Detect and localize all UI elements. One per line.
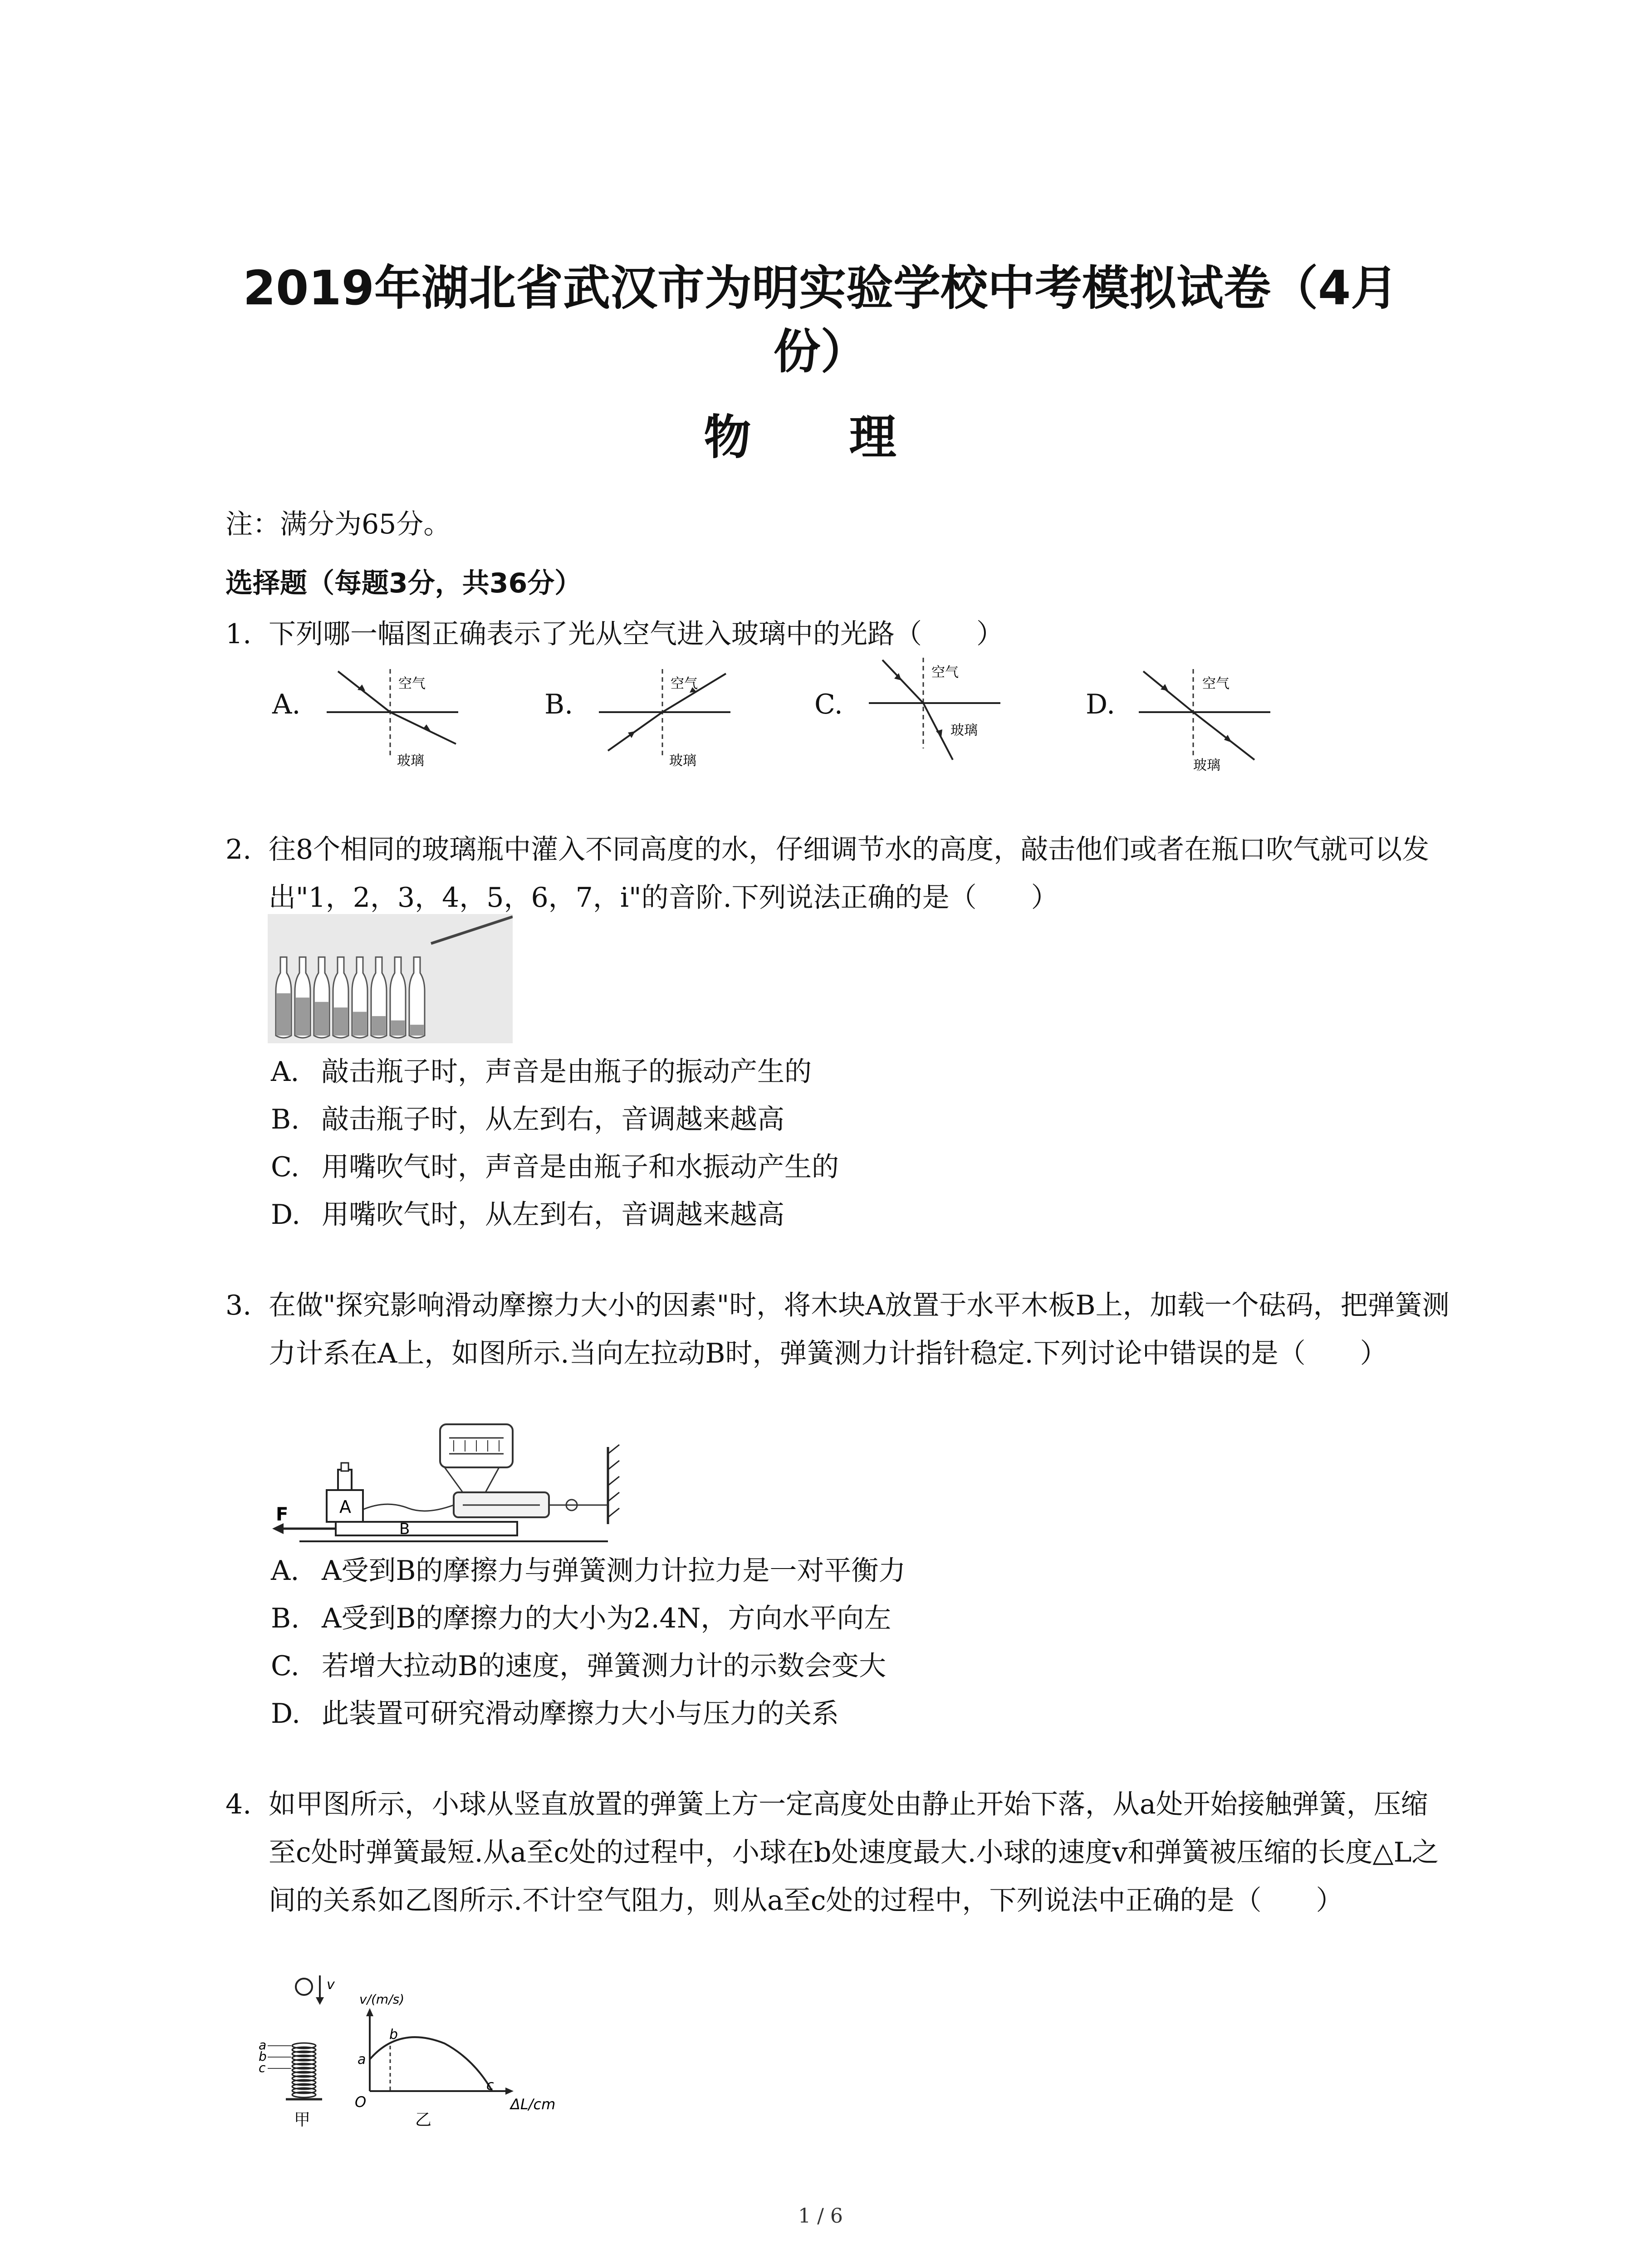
- label-air: 空气: [931, 665, 959, 680]
- question-3: [225, 1281, 1450, 1378]
- question-number: 3.: [225, 1290, 252, 1321]
- x-axis-label: ΔL/cm: [510, 2096, 556, 2113]
- label-glass: 玻璃: [669, 753, 696, 769]
- question-stem: 下列哪一幅图正确表示了光从空气进入玻璃中的光路（ ）: [269, 618, 1004, 650]
- question-stem: 往8个相同的玻璃瓶中灌入不同高度的水，仔细调节水的高度，敲击他们或者在瓶口吹气就可以发出"1，2，3，4，5，6，7，i"的音阶.下列说法正确的是（ ）: [269, 834, 1430, 914]
- bottle-water: [410, 1025, 424, 1036]
- bottle-water: [315, 1002, 328, 1036]
- label-glass: 玻璃: [950, 723, 978, 738]
- q1-option-b-label: B.: [544, 689, 573, 720]
- title-line-1: 2019年湖北省武汉市为明实验学校中考模拟试卷（4月: [243, 260, 1398, 316]
- spring-mark-b: b: [259, 2049, 267, 2064]
- q1-figure-d: [1130, 665, 1279, 773]
- block-a-label: A: [339, 1497, 351, 1517]
- caption-yi: 乙: [415, 2111, 432, 2129]
- score-note: 注：满分为65分。: [225, 508, 451, 540]
- question-number: 1.: [225, 618, 252, 650]
- q1-option-d-label: D.: [1086, 689, 1116, 720]
- q2-bottles-figure: [268, 914, 513, 1043]
- spring-mark-c: c: [259, 2060, 266, 2075]
- question-number: 4.: [225, 1789, 252, 1820]
- q3-option-d: D. 此装置可研究滑动摩擦力大小与压力的关系: [271, 1698, 839, 1730]
- subject-heading: 物 理: [704, 410, 937, 465]
- q2-option-b: B. 敲击瓶子时，从左到右，音调越来越高: [271, 1104, 784, 1135]
- q1-figure-a: [318, 665, 467, 769]
- q3-option-c: C. 若增大拉动B的速度，弹簧测力计的示数会变大: [271, 1650, 887, 1682]
- section-title: 选择题（每题3分，共36分）: [225, 567, 582, 599]
- bottle-water: [353, 1012, 367, 1036]
- bottle-water: [296, 997, 309, 1036]
- q1-option-a-label: A.: [272, 689, 301, 720]
- q2-option-a: A. 敲击瓶子时，声音是由瓶子的振动产生的: [271, 1056, 812, 1088]
- bottle-water: [277, 993, 290, 1036]
- q1-option-c-label: C.: [814, 689, 843, 720]
- bottle-water: [391, 1021, 405, 1036]
- y-axis-label: v/(m/s): [359, 1992, 405, 2007]
- curve-point-b: b: [389, 2027, 398, 2043]
- question-1: [225, 610, 1450, 658]
- q3-option-a: A. A受到B的摩擦力与弹簧测力计拉力是一对平衡力: [271, 1555, 906, 1587]
- q1-figure-c: [860, 653, 1009, 771]
- caption-jia: 甲: [294, 2111, 311, 2129]
- origin-label: O: [355, 2093, 367, 2111]
- question-number: 2.: [225, 834, 252, 865]
- label-air: 空气: [398, 676, 426, 692]
- page-number: 1 / 6: [798, 2204, 843, 2228]
- question-stem: 在做"探究影响滑动摩擦力大小的因素"时，将木块A放置于水平木板B上，加载一个砝码，把弹簧测力计系在A上，如图所示.当向左拉动B时，弹簧测力计指针稳定.下列讨论中错误的是（ ）: [269, 1290, 1450, 1369]
- curve-point-c: c: [486, 2077, 494, 2093]
- question-4: [225, 1780, 1450, 1925]
- q2-option-c: C. 用嘴吹气时，声音是由瓶子和水振动产生的: [271, 1151, 839, 1183]
- q3-friction-figure: [272, 1420, 626, 1542]
- q2-option-d: D. 用嘴吹气时，从左到右，音调越来越高: [271, 1199, 784, 1231]
- q4-spring-velocity-figure: [254, 1971, 581, 2134]
- exam-title: [136, 256, 1505, 383]
- bottle-water: [372, 1016, 386, 1036]
- question-2: [225, 826, 1450, 922]
- label-air: 空气: [671, 676, 698, 692]
- label-glass: 玻璃: [1193, 758, 1220, 773]
- q1-figure-b: [590, 665, 740, 769]
- label-air: 空气: [1202, 676, 1230, 692]
- q3-option-b: B. A受到B的摩擦力的大小为2.4N，方向水平向左: [271, 1603, 892, 1634]
- v-arrow-label: v: [327, 1977, 335, 1993]
- bottle-water: [334, 1007, 348, 1036]
- board-b-label: B: [399, 1520, 410, 1538]
- curve-point-a: a: [358, 2052, 366, 2068]
- spring-mark-a: a: [259, 2038, 267, 2053]
- question-stem: 如甲图所示，小球从竖直放置的弹簧上方一定高度处由静止开始下落，从a处开始接触弹簧，压缩至c处时弹簧最短.从a至c处的过程中，小球在b处速度最大.小球的速度v和弹簧被压缩的长度△L之间的关系如乙图所示.不计空气阻力，则从a至c处的过程中，下列说法中正确的是（ ）: [269, 1789, 1439, 1916]
- title-line-2: 份）: [773, 324, 868, 379]
- label-glass: 玻璃: [397, 753, 424, 769]
- force-label: F: [276, 1504, 289, 1525]
